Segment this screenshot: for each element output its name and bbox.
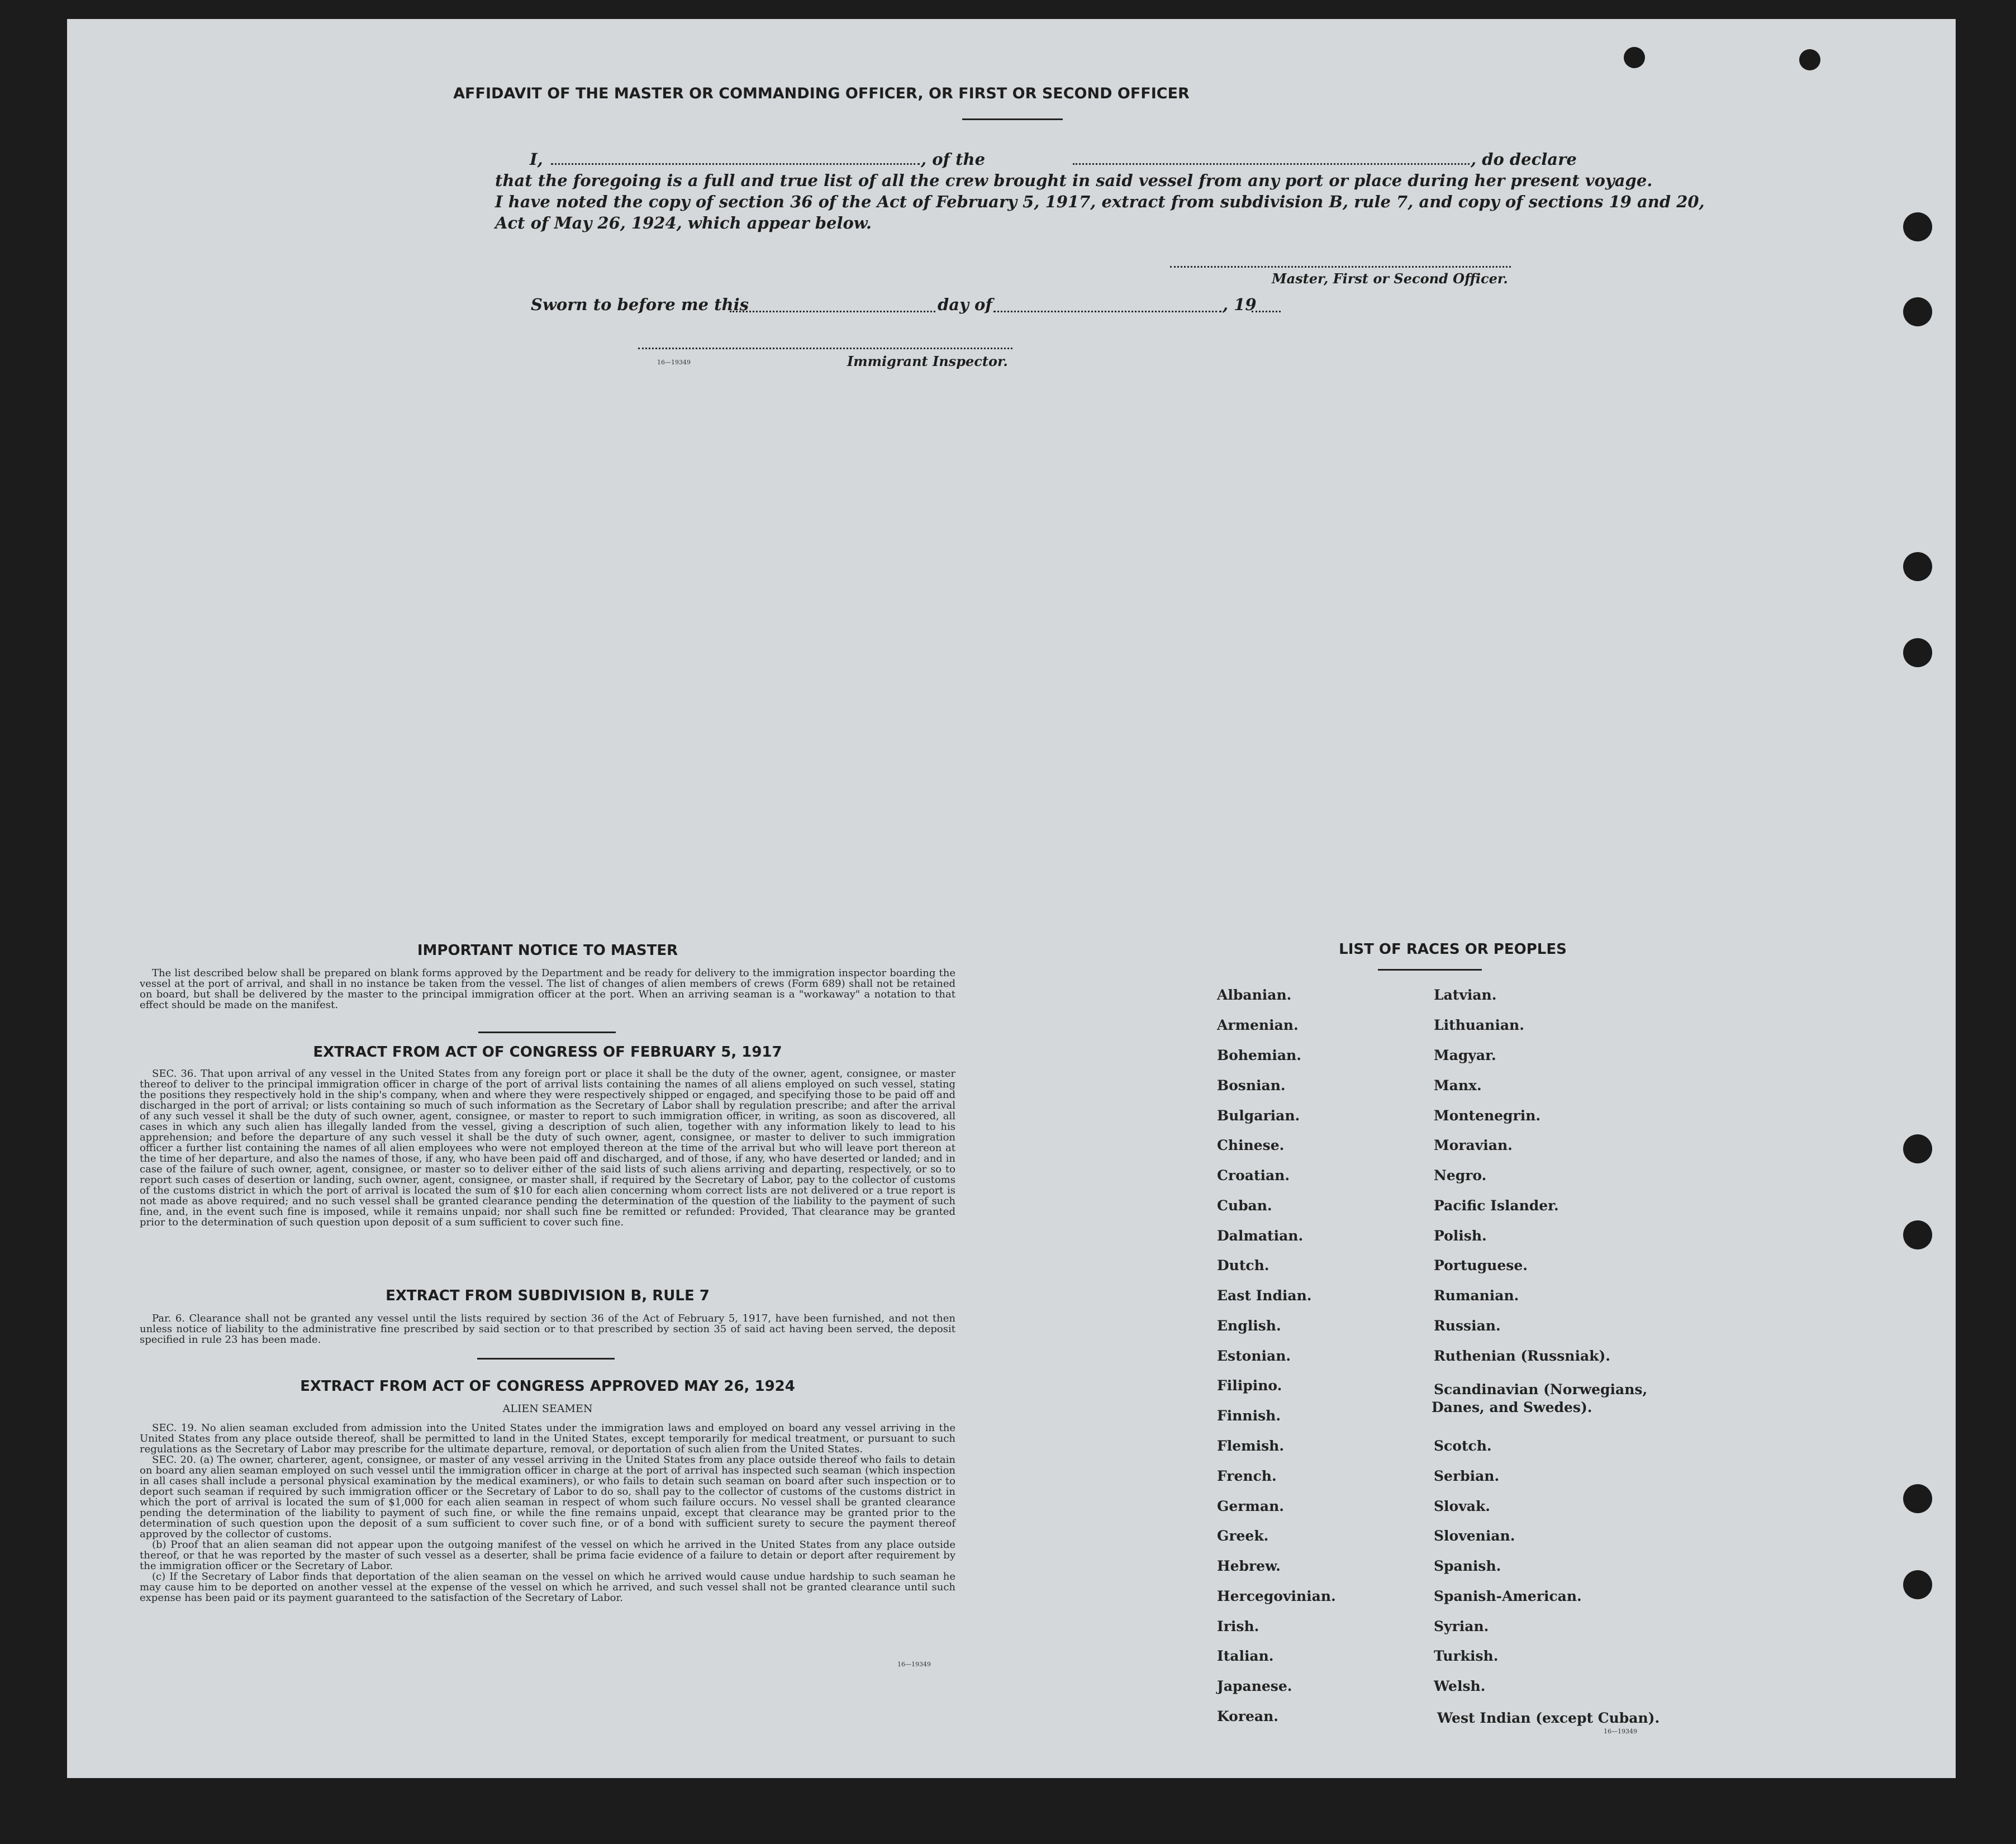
do-declare-label: , do declare <box>1471 150 1577 169</box>
document-sheet <box>67 19 1956 1778</box>
race-item: Welsh. <box>1434 1678 1486 1694</box>
race-item: English. <box>1217 1318 1281 1334</box>
extract-1924-title: EXTRACT FROM ACT OF CONGRESS APPROVED MAY 26, 1924 <box>300 1378 795 1395</box>
punch-hole <box>1624 47 1645 68</box>
race-item: Moravian. <box>1434 1137 1513 1153</box>
race-item: East Indian. <box>1217 1287 1312 1304</box>
section-20a: SEC. 20. (a) The owner, charterer, agent, consignee, or master of any vessel arriving in the United States from any place outside thereof who fails to detain on board any alien seaman employed on such vessel until the immigration officer in charge at the port of arrival has inspected such seaman (which inspection in all cases shall include a personal physical examination by the medical examiners), or who fails to detain such seaman on board after such inspection or to deport such seaman if required by such immigration officer or the Secretary of Labor to do so, shall pay to the collector of customs of the customs district in which the port of arrival is located the sum of $1,000 for each alien seaman in respect of whom such failure occurs. No vessel shall be granted clearance pending the determination of the liability to payment of such fine, or while the fine remains unpaid, except that clearance may be granted prior to the determination of such question upon the deposit of a sum sufficient to cover such fine, or of a bond with sufficient surety to secure the payment thereof approved by the collector of customs. <box>140 1454 955 1540</box>
divider <box>477 1358 615 1360</box>
race-item: Slovenian. <box>1434 1528 1515 1544</box>
race-item: Flemish. <box>1217 1438 1285 1454</box>
race-item: Danes, and Swedes). <box>1432 1399 1592 1415</box>
race-item: Irish. <box>1217 1618 1259 1634</box>
race-item: Magyar. <box>1434 1047 1496 1063</box>
punch-hole <box>1903 1220 1932 1249</box>
race-item: Negro. <box>1434 1167 1487 1184</box>
race-item: Russian. <box>1434 1318 1501 1334</box>
race-item: West Indian (except Cuban). <box>1437 1710 1660 1726</box>
form-number: 16—19349 <box>657 359 691 366</box>
race-item: Spanish. <box>1434 1558 1501 1574</box>
affidavit-title: AFFIDAVIT OF THE MASTER OR COMMANDING OFFICER, OR FIRST OR SECOND OFFICER <box>453 85 1190 102</box>
section-20b: (b) Proof that an alien seaman did not appear upon the outgoing manifest of the vessel on which he arrived in the United States from any place outside thereof, or that he was reported by the master of such vessel as a deserter, shall be prima facie evidence of a failure to detain or deport after requirement by the immigration officer or the Secretary of Labor. <box>140 1539 955 1572</box>
divider <box>1378 969 1482 971</box>
master-signature-line[interactable] <box>1170 266 1511 268</box>
race-item: Latvian. <box>1434 987 1497 1003</box>
race-item: Croatian. <box>1217 1167 1290 1184</box>
race-item: Japanese. <box>1217 1678 1292 1694</box>
race-item: Portuguese. <box>1434 1257 1528 1273</box>
inspector-signature-line[interactable] <box>638 348 1012 349</box>
race-item: French. <box>1217 1468 1277 1484</box>
affidavit-line-2: that the foregoing is a full and true list of all the crew brought in said vessel from any port or place during her present voyage. <box>495 171 1653 190</box>
race-item: Bulgarian. <box>1217 1108 1300 1124</box>
form-number: 16—19349 <box>1604 1728 1637 1735</box>
section-19: SEC. 19. No alien seaman excluded from admission into the United States under the immigration laws and employed on board any vessel arriving in the United States from any place outside thereof, shall be permitted to land in the United States, except temporarily for medical treatment, or pursuant to such regulations as the Secretary of Labor may prescribe for the ultimate departure, removal, or deportation of such alien from the United States. <box>140 1422 955 1455</box>
race-item: Cuban. <box>1217 1197 1272 1214</box>
race-item: Ruthenian (Russniak). <box>1434 1348 1610 1364</box>
punch-hole <box>1903 552 1932 581</box>
race-item: Turkish. <box>1434 1648 1499 1664</box>
race-item: Italian. <box>1217 1648 1274 1664</box>
race-item: Bosnian. <box>1217 1077 1286 1094</box>
notice-body: The list described below shall be prepared on blank forms approved by the Department and be ready for delivery to the immigration inspector boarding the vessel at the port of arrival, and shall in no instance be taken from the vessel. The list of changes of alien members of crews (Form 689) shall not be retained on board, but shall be delivered by the master to the principal immigration officer at the port. When an arriving seaman is a "workaway" a notation to that effect should be made on the manifest. <box>140 967 955 1011</box>
of-the-label: , of the <box>921 150 986 169</box>
race-item: Lithuanian. <box>1434 1017 1524 1033</box>
race-item: Polish. <box>1434 1228 1487 1244</box>
sworn-year-line[interactable] <box>1252 311 1281 312</box>
extract-1924-subtitle: ALIEN SEAMEN <box>502 1403 593 1415</box>
divider <box>478 1032 616 1033</box>
race-item: Pacific Islander. <box>1434 1197 1559 1214</box>
race-item: Bohemian. <box>1217 1047 1301 1063</box>
race-item: Rumanian. <box>1434 1287 1519 1304</box>
race-item: Manx. <box>1434 1077 1482 1094</box>
vessel-blank-line[interactable] <box>1073 163 1470 165</box>
punch-hole <box>1903 297 1932 326</box>
race-item: Dalmatian. <box>1217 1228 1304 1244</box>
punch-hole <box>1903 1134 1932 1163</box>
race-item: Dutch. <box>1217 1257 1269 1273</box>
master-signature-caption: Master, First or Second Officer. <box>1272 270 1508 287</box>
race-item: Hebrew. <box>1217 1558 1281 1574</box>
race-item: Armenian. <box>1217 1017 1299 1033</box>
race-item: Finnish. <box>1217 1408 1281 1424</box>
extract-1917-title: EXTRACT FROM ACT OF CONGRESS OF FEBRUARY 5, 1917 <box>313 1044 782 1061</box>
inspector-caption: Immigrant Inspector. <box>847 353 1008 369</box>
race-item: Filipino. <box>1217 1377 1282 1394</box>
day-of-label: day of <box>938 295 992 314</box>
sworn-month-line[interactable] <box>993 311 1221 312</box>
race-item: Spanish-American. <box>1434 1588 1582 1604</box>
affidavit-i-label: I, <box>530 150 543 169</box>
race-item: Scotch. <box>1434 1438 1492 1454</box>
sworn-label: Sworn to before me this <box>531 295 749 314</box>
form-number: 16—19349 <box>897 1661 931 1668</box>
race-item: German. <box>1217 1498 1284 1514</box>
punch-hole <box>1799 49 1820 70</box>
race-item: Montenegrin. <box>1434 1108 1541 1124</box>
affidavit-line-4: Act of May 26, 1924, which appear below. <box>495 213 872 232</box>
race-item: Hercegovinian. <box>1217 1588 1336 1604</box>
year-label: , 19 <box>1223 295 1257 314</box>
race-item: Albanian. <box>1217 987 1292 1003</box>
race-item: Scandinavian (Norwegians, <box>1434 1381 1648 1398</box>
punch-hole <box>1903 212 1932 241</box>
race-item: Greek. <box>1217 1528 1269 1544</box>
race-item: Syrian. <box>1434 1618 1489 1634</box>
punch-hole <box>1903 1484 1932 1513</box>
name-blank-line[interactable] <box>551 163 920 165</box>
section-20c: (c) If the Secretary of Labor finds that deportation of the alien seaman on the vessel on which he arrived would cause undue hardship to such seaman he may cause him to be deported on another vessel at the expense of the vessel on which he arrived, and such vessel shall not be granted clearance until such expense has been paid or its payment guaranteed to the satisfaction of the Secretary of Labor. <box>140 1571 955 1604</box>
notice-title: IMPORTANT NOTICE TO MASTER <box>417 942 678 959</box>
punch-hole <box>1903 1570 1932 1599</box>
sworn-day-line[interactable] <box>730 311 935 312</box>
race-item: Korean. <box>1217 1708 1279 1724</box>
race-item: Slovak. <box>1434 1498 1490 1514</box>
subdivision-b-title: EXTRACT FROM SUBDIVISION B, RULE 7 <box>386 1287 710 1304</box>
punch-hole <box>1903 638 1932 667</box>
race-item: Serbian. <box>1434 1468 1500 1484</box>
extract-1924-body <box>140 1423 955 1603</box>
divider <box>962 118 1063 120</box>
races-title: LIST OF RACES OR PEOPLES <box>1339 941 1567 958</box>
subdivision-b-body: Par. 6. Clearance shall not be granted any vessel until the lists required by section 36 of the Act of February 5, 1917, have been furnished, and not then unless notice of liability to the administrative fine prescribed by said section or to that prescribed by section 35 of said act having been served, the deposit specified in rule 23 has been made. <box>140 1313 955 1346</box>
race-item: Chinese. <box>1217 1137 1285 1153</box>
affidavit-line-3: I have noted the copy of section 36 of the Act of February 5, 1917, extract from subdivision B, rule 7, and copy of sections 19 and 20, <box>495 192 1705 211</box>
race-item: Estonian. <box>1217 1348 1291 1364</box>
extract-1917-body: SEC. 36. That upon arrival of any vessel in the United States from any foreign port or place it shall be the duty of the owner, agent, consignee, or master thereof to deliver to the principal immigration officer in charge of the port of arrival lists containing the names of all aliens employed on such vessel, stating the positions they respectively hold in the ship's company, when and where they were respectively shipped or engaged, and specifying those to be paid off and discharged in the port of arrival; or lists containing so much of such information as the Secretary of Labor shall by regulation prescribe; and after the arrival of any such vessel it shall be the duty of such owner, agent, consignee, or master to report to such immigration officer, in writing, as soon as discovered, all cases in which any such alien has illegally landed from the vessel, giving a description of such alien, together with any information likely to lead to his apprehension; and before the departure of any such vessel it shall be the duty of such owner, agent, consignee, or master to deliver to such immigration officer a further list containing the names of all alien employees who were not employed thereon at the time of the arrival but who will leave port thereon at the time of her departure, and also the names of those, if any, who have been paid off and discharged, and of those, if any, who have deserted or landed; and in case of the failure of such owner, agent, consignee, or master so to deliver either of the said lists of such aliens arriving and departing, respectively, or so to report such cases of desertion or landing, such owner, agent, consignee, or master shall, if required by the Secretary of Labor, pay to the collector of customs of the customs district in which the port of arrival is located the sum of $10 for each alien concerning whom correct lists are not delivered or a true report is not made as above required; and no such vessel shall be granted clearance pending the determination of the question of the liability to the payment of such fine, and, in the event such fine is imposed, while it remains unpaid; nor shall such fine be remitted or refunded: Provided, That clearance may be granted prior to the determination of such question upon deposit of a sum sufficient to cover such fine. <box>140 1068 955 1228</box>
